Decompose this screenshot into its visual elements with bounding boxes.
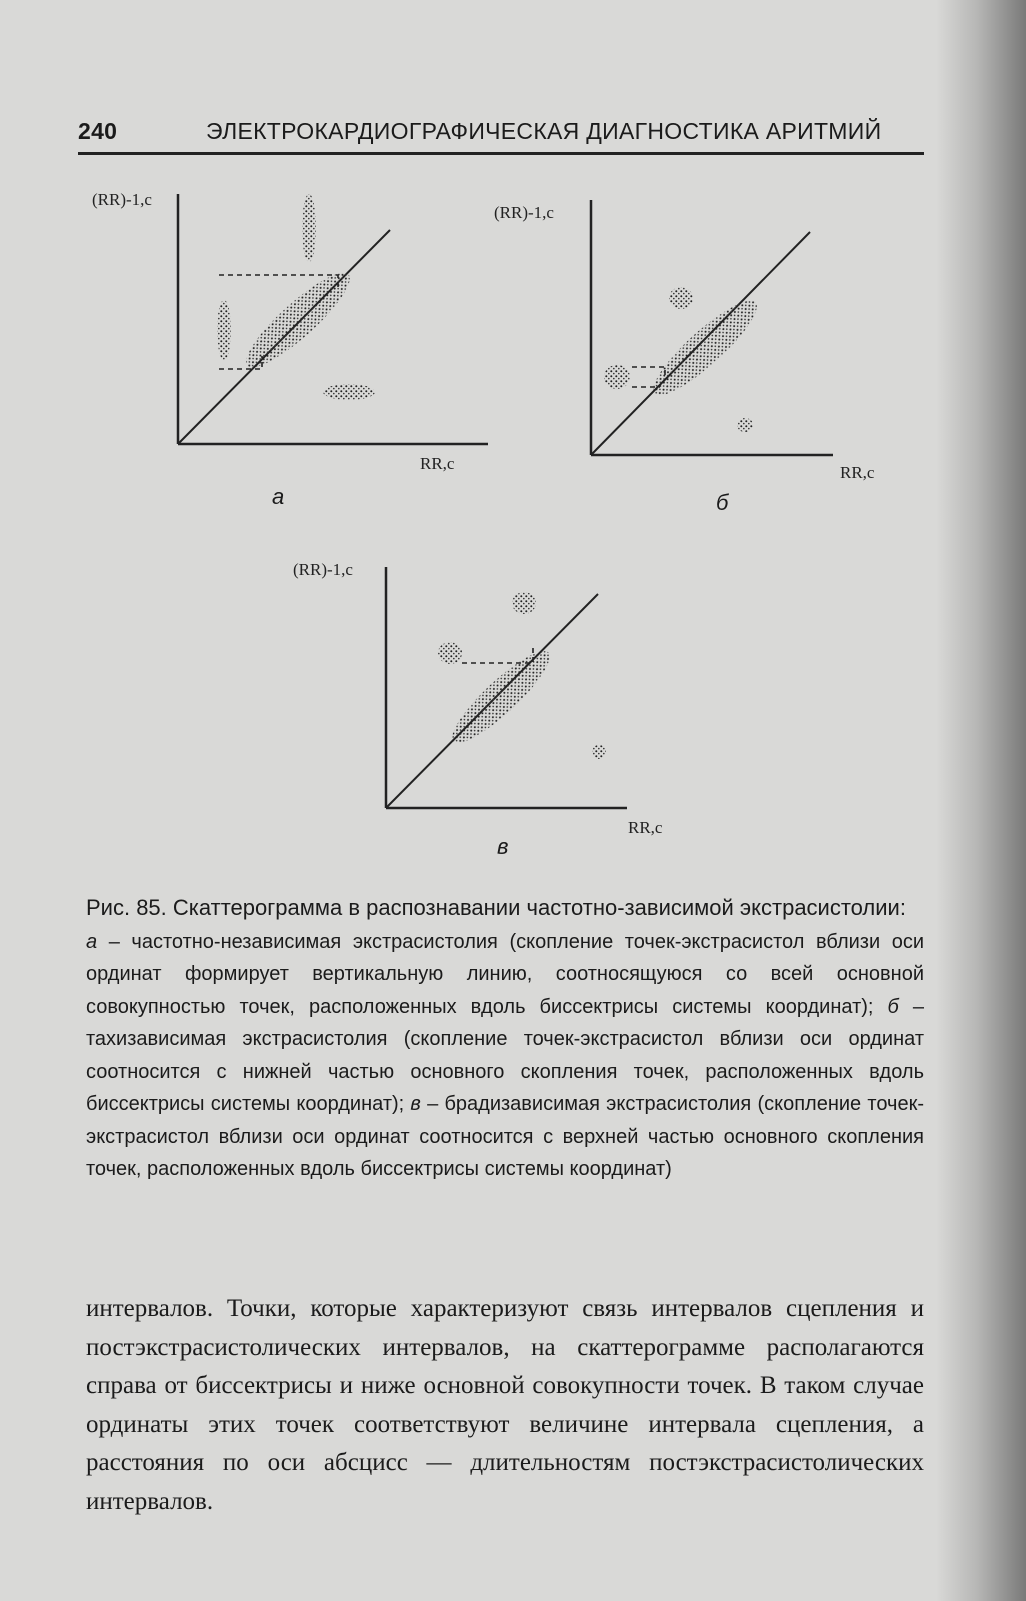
panel-a-y-label: (RR)-1,c — [92, 190, 152, 209]
panel-b-right-cluster — [737, 418, 753, 432]
caption-letter-a: а — [86, 930, 98, 953]
panel-a-main-cluster — [236, 262, 360, 378]
panel-c-plot — [293, 560, 663, 837]
panel-a-right-cluster — [323, 384, 375, 400]
panel-b-plot — [494, 200, 875, 482]
panel-c-left-cluster — [438, 642, 462, 664]
panel-b-x-label: RR,c — [840, 463, 875, 482]
caption-letter-c: в — [410, 1093, 421, 1115]
panel-c-right-cluster — [592, 745, 606, 759]
panel-c-x-label: RR,c — [628, 818, 663, 837]
panel-a-plot — [92, 190, 488, 473]
panel-b-left-cluster — [604, 365, 630, 389]
panel-b-main-cluster — [643, 290, 767, 406]
figure-caption — [86, 892, 924, 1186]
panel-a-letter: а — [272, 484, 285, 509]
panel-c-y-label: (RR)-1,c — [293, 560, 353, 579]
caption-letter-b: б — [887, 995, 899, 1018]
caption-text-c: – брадизависимая экстрасистолия (скопление точек-экстрасистол вблизи оси ординат соотносится с верхней частью основного скопления точек, расположенных вдоль биссектрисы системы координат) — [86, 1093, 924, 1180]
caption-text-a: – частотно-независимая экстрасистолия (скопление точек-экстрасистол вблизи оси ординат формирует вертикальную линию, соотносящуюся со всей основной совокупностью точек, расположенных вдоль биссектрисы системы координат); — [86, 930, 924, 1018]
panel-c-top-cluster — [512, 592, 536, 614]
panel-a-top-cluster — [302, 194, 316, 262]
panel-a-left-cluster — [217, 300, 231, 360]
page-number: 240 — [78, 118, 118, 144]
panel-c-letter: в — [497, 834, 509, 859]
panel-b-letter: б — [716, 490, 729, 515]
body-paragraph: интервалов. Точки, которые характеризуют связь интервалов сцепления и постэкстрасистолических интервалов, на скаттерограмме располагаются справа от биссектрисы и ниже основной совокупности точек. В таком случае ординаты этих точек соответствуют величине интервала сцепления, а расстояния по оси абсцисс — длительностям постэкстрасистолических интервалов. — [86, 1295, 924, 1515]
panel-a-x-label: RR,c — [420, 454, 455, 473]
running-title: ЭЛЕКТРОКАРДИОГРАФИЧЕСКАЯ ДИАГНОСТИКА АРИТМИЙ — [206, 118, 882, 144]
caption-title: Рис. 85. Скаттерограмма в распознавании частотно-зависимой экстрасистолии: — [86, 895, 906, 920]
caption-text-b: – тахизависимая экстрасистолия (скопление точек-экстрасистол вблизи оси ординат соотносится с нижней частью основного скопления точек, расположенных вдоль биссектрисы системы координат); — [86, 995, 924, 1115]
panel-b-y-label: (RR)-1,c — [494, 203, 554, 222]
panel-b-upper-cluster — [669, 287, 693, 309]
